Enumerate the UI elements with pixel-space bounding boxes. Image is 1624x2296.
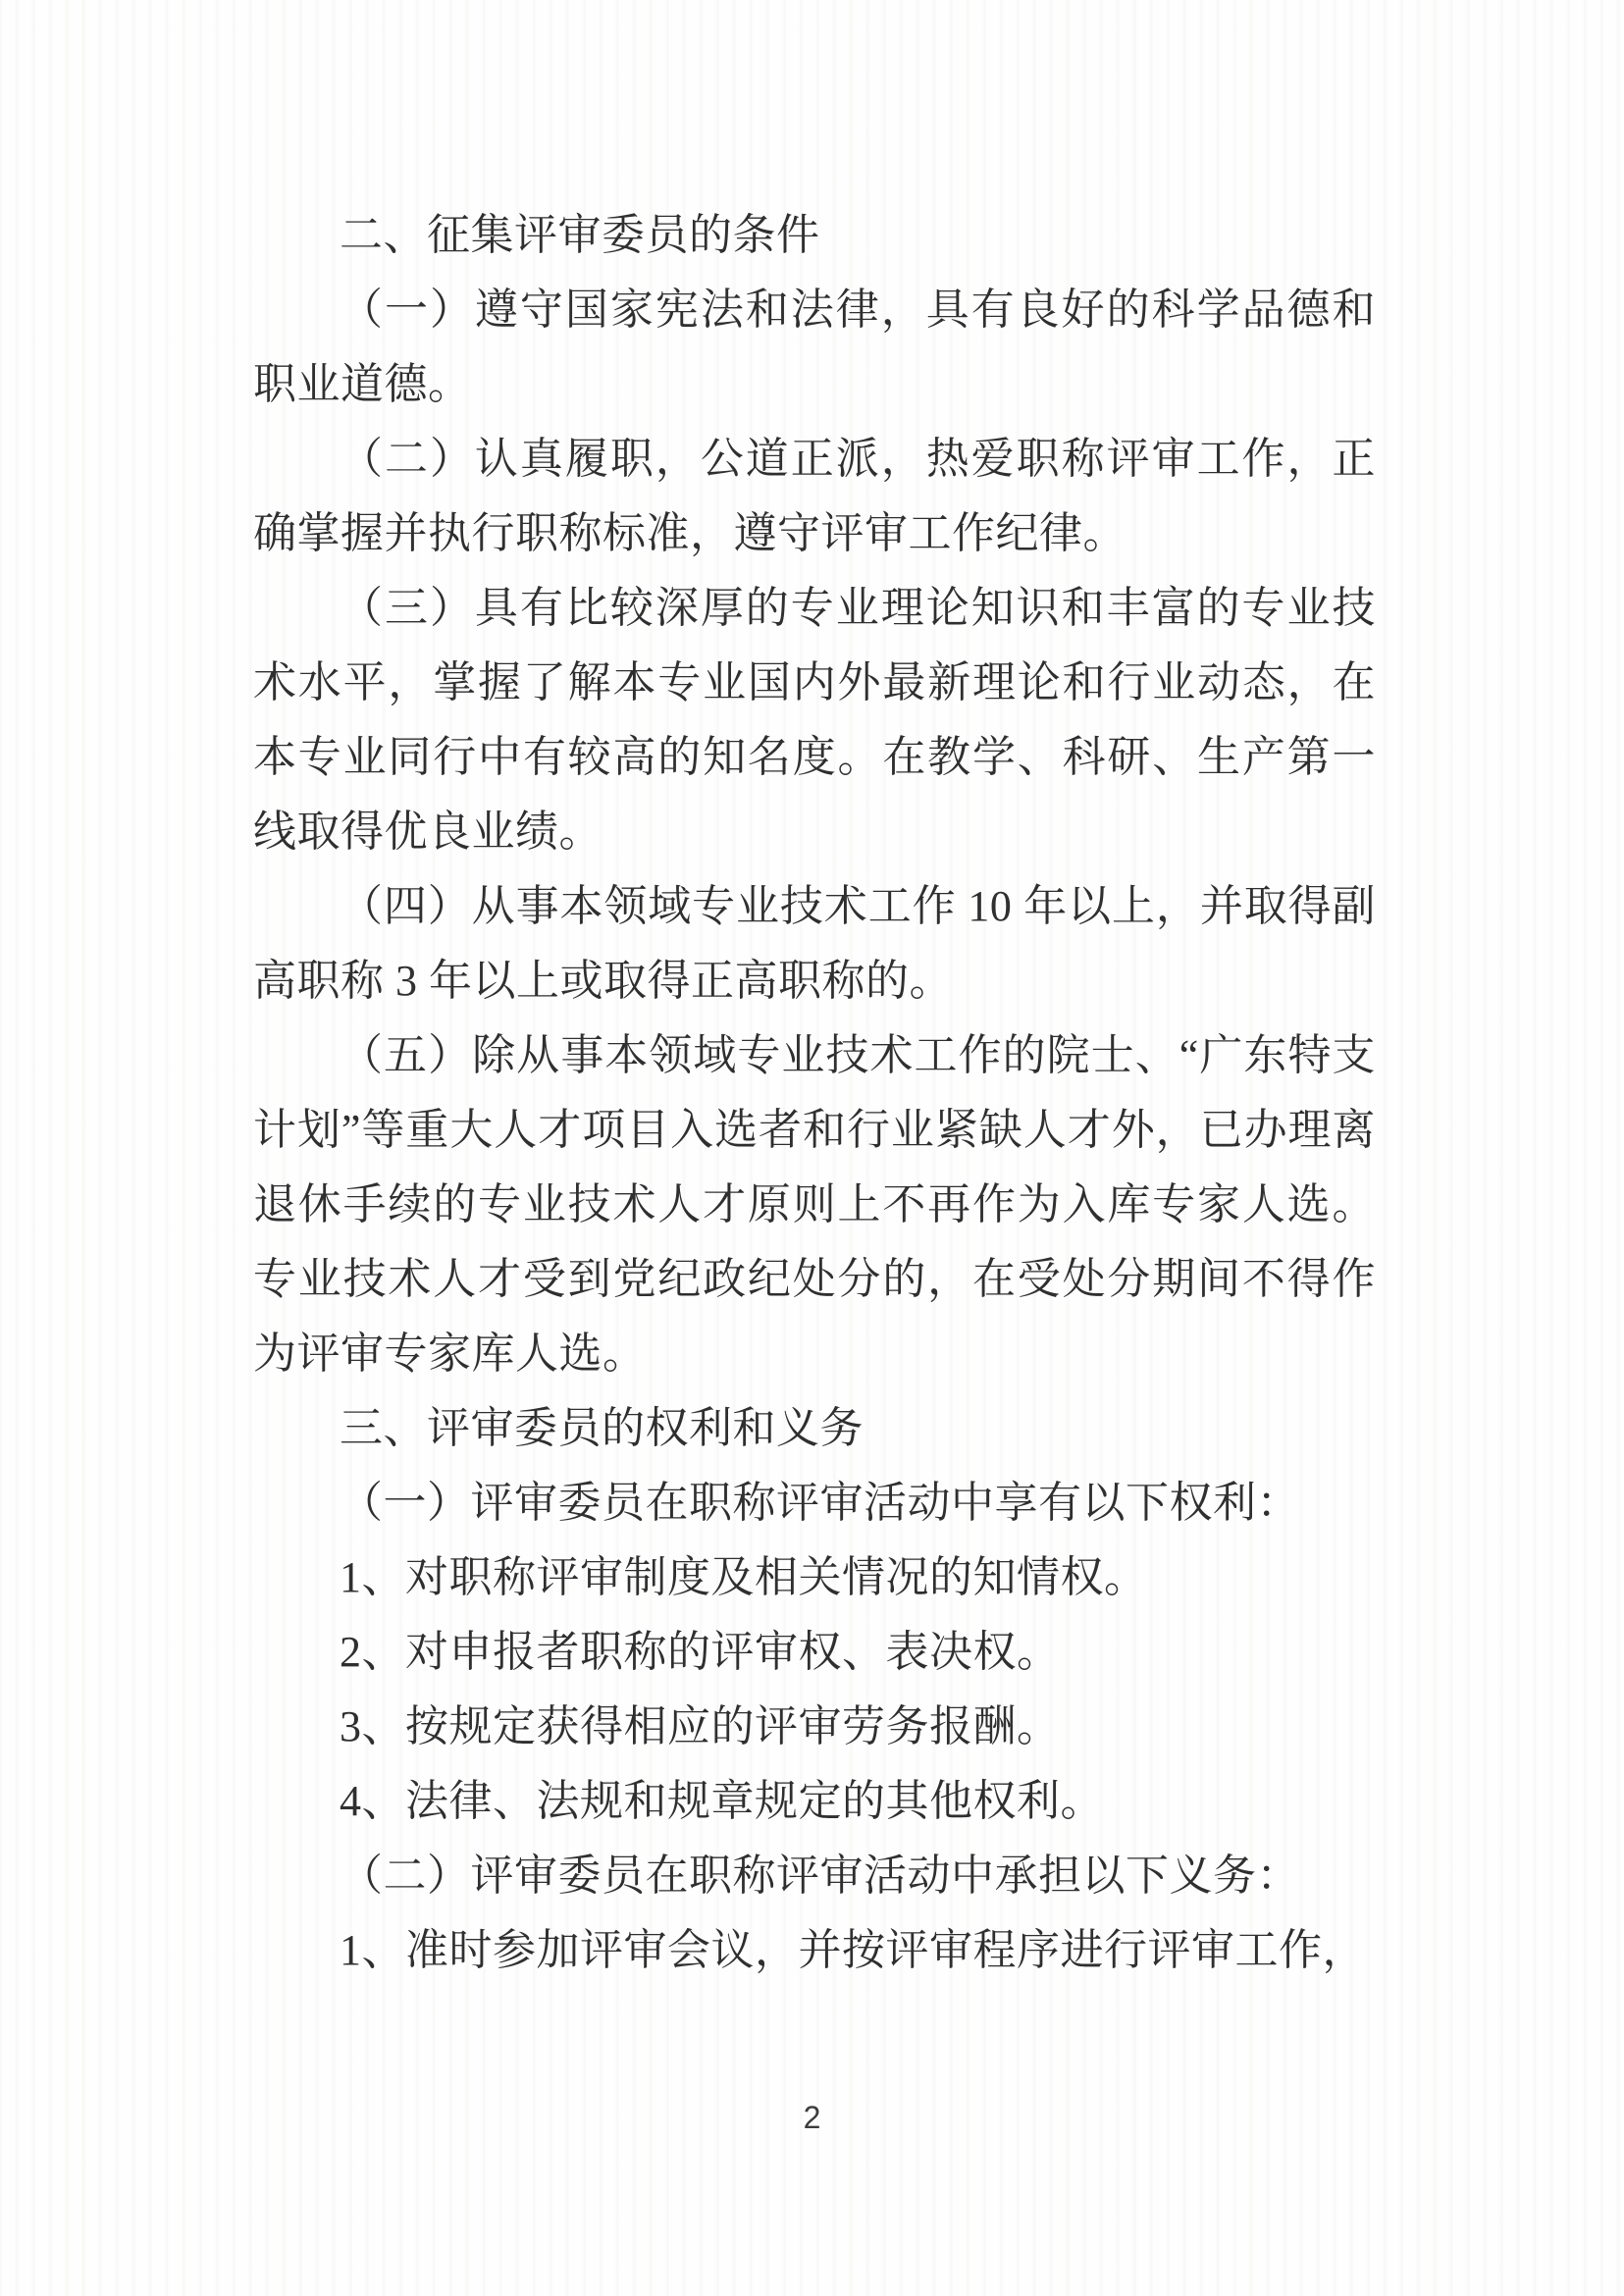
clause-2-2: （二）认真履职，公道正派，热爱职称评审工作，正确掌握并执行职称标准，遵守评审工作纪律。 (253, 435, 1376, 557)
rights-item-4: 4、法律、法规和规章规定的其他权利。 (340, 1777, 1104, 1825)
section-heading-2: 二、征集评审委员的条件 (340, 211, 820, 259)
clause-3-1-rights-intro: （一）评审委员在职称评审活动中享有以下权利： (340, 1479, 1300, 1527)
rights-item-1: 1、对职称评审制度及相关情况的知情权。 (340, 1553, 1148, 1601)
clause-2-5: （五）除从事本领域专业技术工作的院士、“广东特支计划”等重大人才项目入选者和行业紧缺人才外，已办理离退休手续的专业技术人才原则上不再作为入库专家人选。专业技术人才受到党纪政纪处分的，在受处分期间不得作为评审专家库人选。 (253, 1031, 1376, 1378)
rights-item-2: 2、对申报者职称的评审权、表决权。 (340, 1628, 1061, 1676)
section-heading-3: 三、评审委员的权利和义务 (340, 1404, 864, 1452)
document-body (253, 198, 1376, 1988)
clause-2-3: （三）具有比较深厚的专业理论知识和丰富的专业技术水平，掌握了解本专业国内外最新理论和行业动态，在本专业同行中有较高的知名度。在教学、科研、生产第一线取得优良业绩。 (253, 584, 1376, 856)
duties-item-1: 1、准时参加评审会议，并按评审程序进行评审工作， (340, 1926, 1366, 1974)
clause-3-2-duties-intro: （二）评审委员在职称评审活动中承担以下义务： (340, 1852, 1300, 1900)
page-number: 2 (803, 2100, 821, 2135)
clause-2-4: （四）从事本领域专业技术工作 10 年以上，并取得副高职称 3 年以上或取得正高职称的。 (253, 882, 1376, 1005)
rights-item-3: 3、按规定获得相应的评审劳务报酬。 (340, 1702, 1061, 1750)
clause-2-1: （一）遵守国家宪法和法律，具有良好的科学品德和职业道德。 (253, 286, 1376, 408)
